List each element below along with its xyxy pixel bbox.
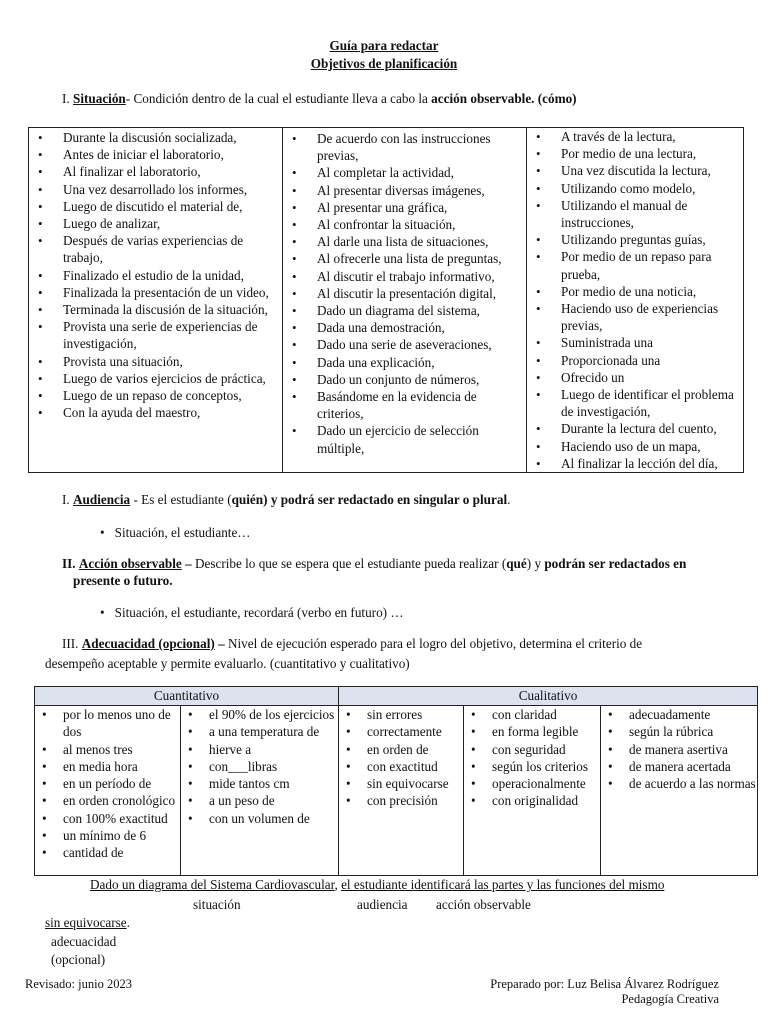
footer-revisado: Revisado: junio 2023 [25, 977, 132, 991]
situacion-table [28, 127, 744, 473]
list-item: • operacionalmente [464, 775, 600, 792]
list-item: • Una vez discutida la lectura, [527, 162, 743, 179]
list-item: • Durante la lectura del cuento, [527, 420, 743, 437]
section-term: Acción observable [78, 556, 182, 571]
header-cualitativo: Cualitativo [339, 687, 758, 706]
list-item: • De acuerdo con las instrucciones previas, [283, 130, 526, 164]
section-text: ) [263, 492, 271, 507]
section-term: Adecuacidad (opcional) [81, 636, 215, 651]
list-item: • Después de varias experiencias de trabajo, [29, 232, 282, 266]
list-item: • según los criterios [464, 758, 600, 775]
section-dash: – [214, 636, 225, 651]
list-item: • un mínimo de 6 [35, 827, 180, 844]
list-item: • Finalizado el estudio de la unidad, [29, 267, 282, 284]
list-item: • Basándome en la evidencia de criterios, [283, 388, 526, 422]
list-item: • Haciendo uso de experiencias previas, [527, 300, 743, 334]
footer-preparado: Preparado por: Luz Belisa Álvarez Rodríguez [490, 977, 719, 991]
list-item: • con exactitud [339, 758, 463, 775]
list-item: • Terminada la discusión de la situación, [29, 301, 282, 318]
qual-col-3 [601, 706, 758, 876]
section-number: III. [62, 636, 79, 651]
list-item: • Al finalizar la lección del día, [527, 455, 743, 472]
list-item: • por lo menos uno de dos [35, 706, 180, 741]
section-bold: acción observable. (cómo) [431, 91, 577, 106]
situacion-col-2 [283, 128, 527, 473]
list-item: • hierve a [181, 741, 338, 758]
section-accion-cont: presente o futuro. [73, 573, 173, 588]
list-item: • Utilizando el manual de instrucciones, [527, 197, 743, 231]
section-number: II. [62, 556, 76, 571]
list-item: • cantidad de [35, 844, 180, 861]
list-item: • con precisión [339, 792, 463, 809]
situacion-col-3 [527, 128, 744, 473]
list-item: • mide tantos cm [181, 775, 338, 792]
list-item: • Ofrecido un [527, 369, 743, 386]
section-text: Describe lo que se espera que el estudiante pueda realizar ( [191, 556, 507, 571]
list-item: • Haciendo uso de un mapa, [527, 438, 743, 455]
list-item: • Al darle una lista de situaciones, [283, 233, 526, 250]
qual-col-2 [464, 706, 601, 876]
section-bold: podrán ser redactados en [544, 556, 687, 571]
list-item: • Luego de analizar, [29, 215, 282, 232]
section-situacion [62, 91, 577, 107]
list-item: • de acuerdo a las normas [601, 775, 757, 792]
list-item: • Suministrada una [527, 334, 743, 351]
example-dot: . [126, 915, 130, 930]
list-item: • Luego de varios ejercicios de práctica, [29, 370, 282, 387]
list-item: • Al confrontar la situación, [283, 216, 526, 233]
list-item: • Utilizando como modelo, [527, 180, 743, 197]
section-text: . [507, 492, 511, 507]
list-item: • Por medio de un repaso para prueba, [527, 248, 743, 282]
list-item: • Por medio de una noticia, [527, 283, 743, 300]
label-audiencia: audiencia [357, 897, 408, 912]
list-item: • Dada una explicación, [283, 354, 526, 371]
example-situacion: Dado un diagrama del Sistema Cardiovascular [90, 877, 335, 892]
list-item: • Con la ayuda del maestro, [29, 404, 282, 421]
list-item: • Dado una serie de aseveraciones, [283, 336, 526, 353]
list-item: • a una temperatura de [181, 723, 338, 740]
audiencia-example: • Situación, el estudiante… [100, 525, 251, 540]
section-adecuacidad-cont: desempeño aceptable y permite evaluarlo. (cuantitativo y cualitativo) [45, 656, 410, 671]
section-text: - Es el estudiante ( [130, 492, 232, 507]
situacion-col-1 [29, 128, 283, 473]
example-audiencia-accion: el estudiante identificará las partes y las funciones del mismo [341, 877, 665, 892]
list-item: • Por medio de una lectura, [527, 145, 743, 162]
section-text: ) y [526, 556, 545, 571]
list-item: • Al presentar una gráfica, [283, 199, 526, 216]
list-item: • en media hora [35, 758, 180, 775]
section-text: Nivel de ejecución esperado para el logro del objetivo, determina el criterio de [224, 636, 643, 651]
section-term: Audiencia [73, 492, 131, 507]
section-text: - Condición dentro de la cual el estudiante lleva a cabo la [125, 91, 432, 106]
list-item: • en un período de [35, 775, 180, 792]
list-item: • con un volumen de [181, 810, 338, 827]
example-text: Situación, el estudiante… [114, 525, 251, 540]
list-item: • en orden cronológico [35, 792, 180, 809]
section-accion [62, 556, 686, 572]
example-sentence [90, 877, 664, 893]
section-adecuacidad [62, 636, 642, 652]
accion-example: • Situación, el estudiante, recordará (verbo en futuro) … [100, 605, 404, 620]
list-item: • Antes de iniciar el laboratorio, [29, 146, 282, 163]
section-bold: qué [506, 556, 527, 571]
list-item: • correctamente [339, 723, 463, 740]
list-item: • Finalizada la presentación de un video, [29, 284, 282, 301]
list-item: • con originalidad [464, 792, 600, 809]
list-item: • sin equivocarse [339, 775, 463, 792]
header-cuantitativo: Cuantitativo [35, 687, 339, 706]
list-item: • A través de la lectura, [527, 128, 743, 145]
qual-col-1 [339, 706, 464, 876]
list-item: • según la rúbrica [601, 723, 757, 740]
list-item: • Dado un conjunto de números, [283, 371, 526, 388]
list-item: • Proporcionada una [527, 352, 743, 369]
example-adecuacidad [45, 915, 130, 931]
section-term: Situación [73, 91, 126, 106]
list-item: • Dada una demostración, [283, 319, 526, 336]
list-item: • en forma legible [464, 723, 600, 740]
list-item: • a un peso de [181, 792, 338, 809]
list-item: • con___libras [181, 758, 338, 775]
label-adecuacidad: adecuacidad [51, 934, 117, 949]
quant-col-1 [35, 706, 181, 876]
list-item: • Al discutir el trabajo informativo, [283, 268, 526, 285]
list-item: • con 100% exactitud [35, 810, 180, 827]
list-item: • con claridad [464, 706, 600, 723]
quant-col-2 [181, 706, 339, 876]
page-title: Guía para redactar [329, 38, 439, 53]
section-bold: quién [231, 492, 264, 507]
label-accion: acción observable [436, 897, 531, 912]
list-item: • el 90% de los ejercicios [181, 706, 338, 723]
list-item: • Luego de un repaso de conceptos, [29, 387, 282, 404]
list-item: • Luego de identificar el problema de investigación, [527, 386, 743, 420]
list-item: • de manera asertiva [601, 741, 757, 758]
example-adecuacidad-text: sin equivocarse [45, 915, 127, 930]
page-subtitle: Objetivos de planificación [310, 56, 458, 71]
list-item: • al menos tres [35, 741, 180, 758]
list-item: • Al ofrecerle una lista de preguntas, [283, 250, 526, 267]
list-item: • Al finalizar el laboratorio, [29, 163, 282, 180]
list-item: • Al presentar diversas imágenes, [283, 182, 526, 199]
list-item: • Luego de discutido el material de, [29, 198, 282, 215]
list-item: • Al completar la actividad, [283, 164, 526, 181]
example-text: Situación, el estudiante, recordará (verbo en futuro) … [114, 605, 404, 620]
section-dash: – [181, 556, 192, 571]
list-item: • Provista una serie de experiencias de investigación, [29, 318, 282, 352]
list-item: • Durante la discusión socializada, [29, 129, 282, 146]
list-item: • en orden de [339, 741, 463, 758]
example-comma: , [334, 877, 342, 892]
list-item: • Provista una situación, [29, 353, 282, 370]
section-audiencia [62, 492, 510, 508]
adecuacidad-table [34, 686, 758, 876]
list-item: • adecuadamente [601, 706, 757, 723]
list-item: • Utilizando preguntas guías, [527, 231, 743, 248]
list-item: • Dado un ejercicio de selección múltiple, [283, 422, 526, 456]
section-bold: y podrá ser redactado en singular o plural [270, 492, 508, 507]
section-number: I. [62, 91, 70, 106]
list-item: • Una vez desarrollado los informes, [29, 181, 282, 198]
footer-dept: Pedagogía Creativa [621, 992, 719, 1006]
list-item: • de manera acertada [601, 758, 757, 775]
list-item: • Al discutir la presentación digital, [283, 285, 526, 302]
section-number: I. [62, 492, 70, 507]
label-opcional: (opcional) [51, 952, 106, 967]
label-situacion: situación [193, 897, 241, 912]
list-item: • Dado un diagrama del sistema, [283, 302, 526, 319]
list-item: • con seguridad [464, 741, 600, 758]
list-item: • sin errores [339, 706, 463, 723]
